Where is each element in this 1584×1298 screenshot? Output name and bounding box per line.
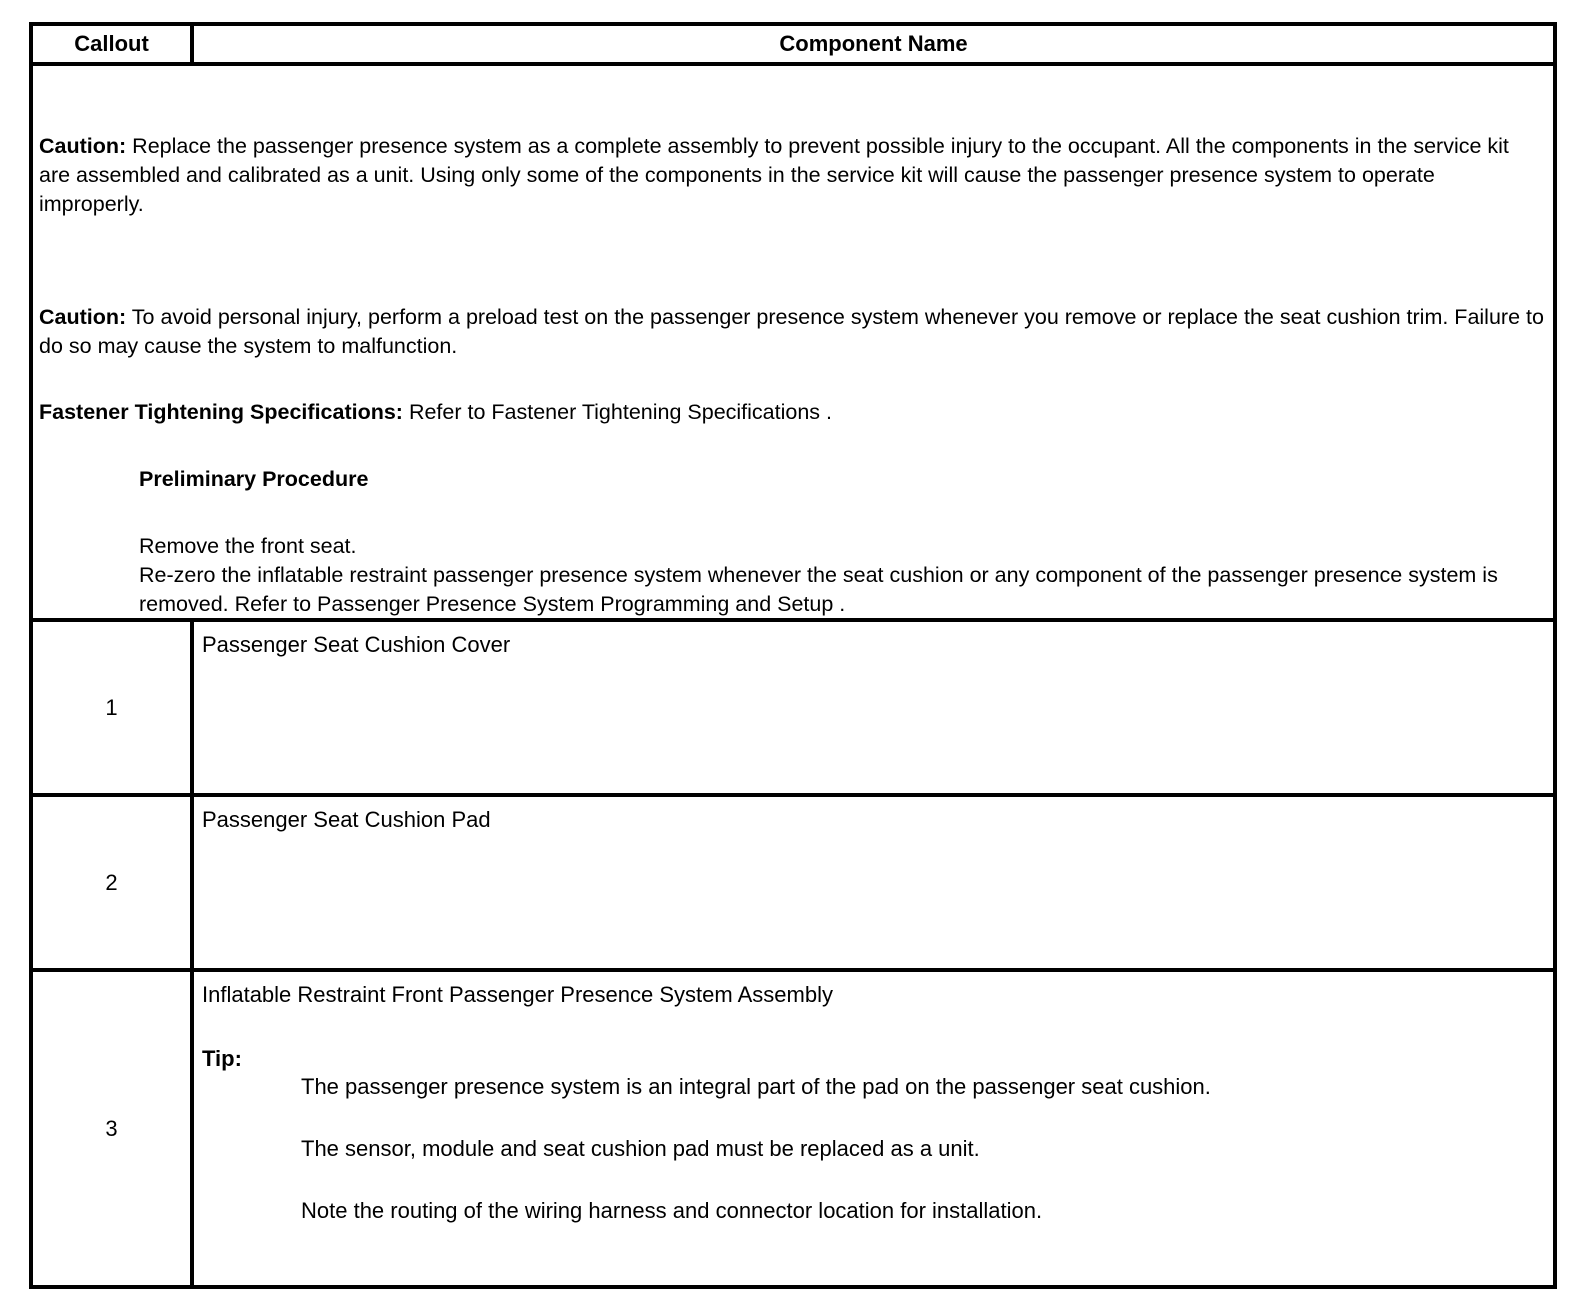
caution-preload-test: [39, 303, 1545, 361]
callout-number: 1: [33, 622, 194, 793]
table-row: [33, 622, 1553, 797]
tip-item: The sensor, module and seat cushion pad must be replaced as a unit.: [301, 1136, 980, 1161]
component-cell: [194, 622, 1553, 793]
preliminary-procedure-heading: Preliminary Procedure: [139, 467, 369, 491]
component-cell: [194, 797, 1553, 968]
procedure-intro: [33, 66, 1553, 622]
fastener-specifications: [39, 398, 1545, 427]
tip-item: Note the routing of the wiring harness and connector location for installation.: [301, 1198, 1043, 1223]
callout-number: 3: [33, 972, 194, 1285]
fastener-text: Refer to Fastener Tightening Specifications .: [402, 400, 833, 424]
component-name: Inflatable Restraint Front Passenger Presence System Assembly: [202, 982, 833, 1007]
preliminary-step-1: Remove the front seat.: [139, 534, 357, 558]
table-header-row: [33, 26, 1553, 66]
component-name-column-header: Component Name: [779, 31, 968, 56]
tip-label: Tip:: [202, 1046, 242, 1071]
caution-text: To avoid personal injury, perform a preload test on the passenger presence system whenever you remove or replace the seat cushion trim. Failure to do so may cause the system to malfunction.: [39, 305, 1544, 358]
fastener-label: Fastener Tightening Specifications:: [39, 400, 403, 424]
component-name: Passenger Seat Cushion Cover: [202, 632, 511, 657]
tip-item: The passenger presence system is an integral part of the pad on the passenger seat cushion.: [301, 1074, 1211, 1099]
caution-text: Replace the passenger presence system as a complete assembly to prevent possible injury to the occupant. All the components in the service kit are assembled and calibrated as a unit. Using only some of the components in the service kit will cause the passenger presence system to operate improperly.: [39, 134, 1509, 216]
component-table: [29, 22, 1557, 1289]
component-name: Passenger Seat Cushion Pad: [202, 807, 491, 832]
table-row: [33, 797, 1553, 972]
table-row: [33, 972, 1553, 1285]
caution-label: Caution:: [39, 134, 127, 158]
callout-number: 2: [33, 797, 194, 968]
component-cell: [194, 972, 1553, 1285]
caution-label: Caution:: [39, 305, 127, 329]
callout-column-header: Callout: [33, 26, 194, 62]
caution-replace-assembly: [39, 132, 1545, 219]
preliminary-step-2: Re-zero the inflatable restraint passenger presence system whenever the seat cushion or any component of the passenger presence system is removed. Refer to Passenger Presence System Programming and Setup .: [139, 563, 1498, 616]
